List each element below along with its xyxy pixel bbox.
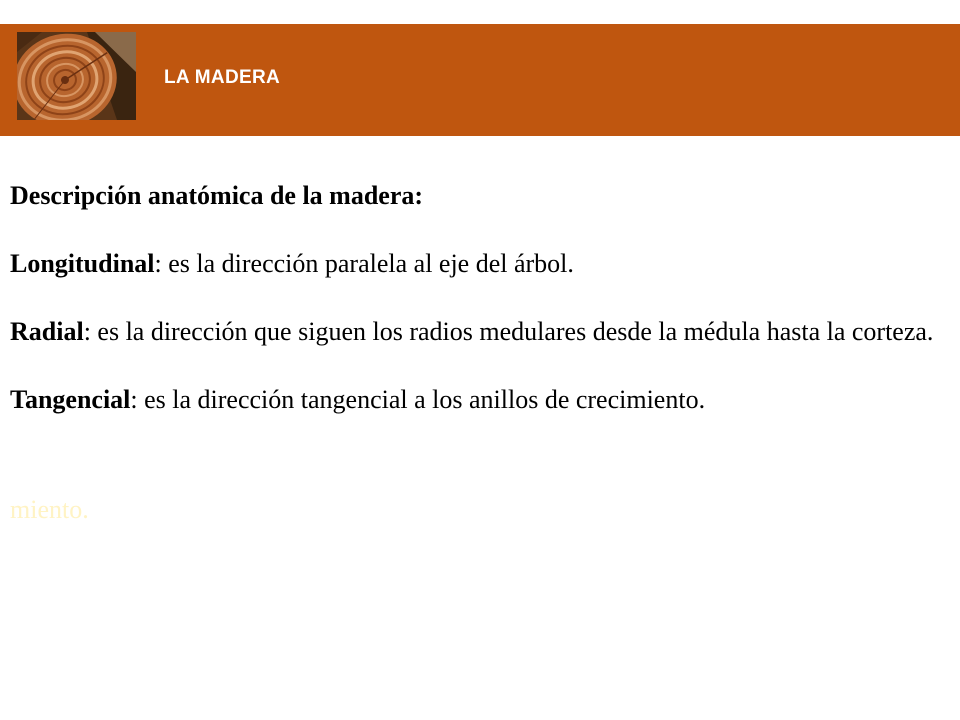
definition-term: Radial — [10, 317, 84, 346]
definition-term: Tangencial — [10, 385, 131, 414]
definition-term: Longitudinal — [10, 249, 155, 278]
header-title: LA MADERA — [164, 67, 280, 88]
section-heading: Descripción anatómica de la madera: — [10, 181, 424, 210]
definition-tangencial — [10, 383, 950, 417]
ghost-text-fragment: miento. — [10, 495, 89, 524]
definition-text: : es la dirección que siguen los radios medulares desde la médula hasta la corteza. — [83, 317, 934, 346]
definition-radial — [10, 315, 950, 349]
header-bar — [0, 24, 960, 136]
definition-text: : es la dirección tangencial a los anillos de crecimiento. — [130, 385, 706, 414]
wood-rings-icon — [17, 32, 136, 120]
definition-longitudinal — [10, 247, 950, 281]
definition-text: : es la dirección paralela al eje del árbol. — [154, 249, 574, 278]
slide-content — [10, 179, 950, 417]
